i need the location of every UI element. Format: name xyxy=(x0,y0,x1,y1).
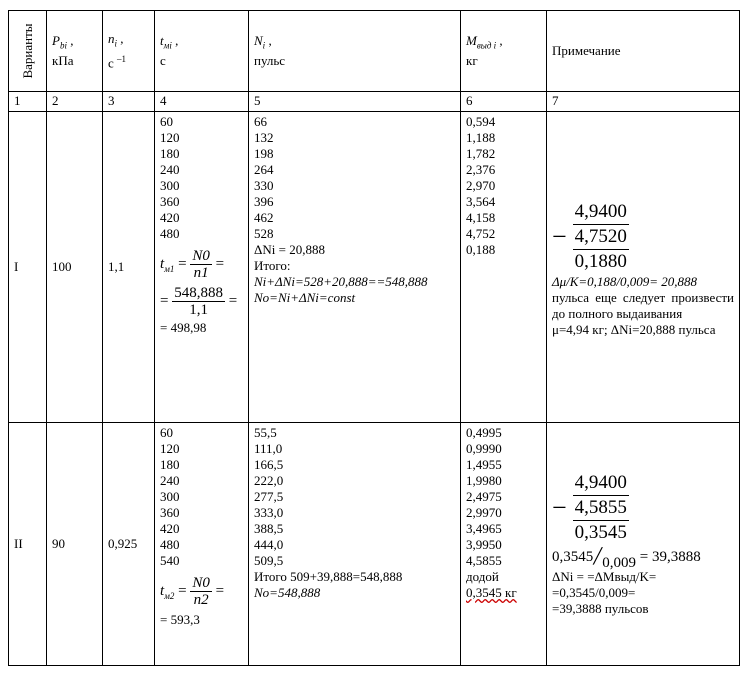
col-number: 2 xyxy=(47,92,103,112)
table-row xyxy=(9,423,740,666)
time-formula: $t_{м2}$ = $\frac{N0}{n2}$ = = 593,3 xyxy=(160,575,225,627)
milk-yield-cell xyxy=(461,423,547,666)
header-pulses: $N_i$ , пульс xyxy=(249,11,461,92)
col-number: 4 xyxy=(155,92,249,112)
pulses-cell xyxy=(249,112,461,423)
milk-yield-cell xyxy=(461,112,547,423)
header-time: $t_{мi}$ , с xyxy=(155,11,249,92)
col-number: 6 xyxy=(461,92,547,112)
variant-cell: II xyxy=(9,423,47,666)
time-list: 60 120 180 240 300 360 420 480 540 xyxy=(160,425,180,568)
header-frequency: $n_i$ , с $^{-1}$ xyxy=(103,11,155,92)
milk-yield-list: 0,4995 0,9990 1,4955 1,9980 2,4975 2,9970 3,4965 3,9950 4,5855 додой 0,3545 кг xyxy=(466,425,517,600)
col-number: 3 xyxy=(103,92,155,112)
note-cell: − 4,9400 4,7520 0,1880 Δμ/К=0,188/0,009= 20,888 пульса еще следует произвести до полного выдаивания μ=4,94 кг; ΔNi=20,888 пульса xyxy=(547,112,740,423)
variant-cell: I xyxy=(9,112,47,423)
col-number: 7 xyxy=(547,92,740,112)
col-number: 5 xyxy=(249,92,461,112)
subtraction: − 4,9400 4,7520 0,1880 xyxy=(552,201,627,272)
time-cell xyxy=(155,112,249,423)
time-cell xyxy=(155,423,249,666)
table-row xyxy=(9,112,740,423)
time-formula: $t_{м1}$ = $\frac{N0}{n1}$ = = $\frac{548,888}{1,1}$ = = 498,98 xyxy=(160,248,238,335)
subtraction: − 4,9400 4,5855 0,3545 xyxy=(552,472,627,543)
milk-yield-list: 0,594 1,188 1,782 2,376 2,970 3,564 4,158 4,752 0,188 xyxy=(466,114,496,257)
header-variants: Варианты xyxy=(9,11,47,92)
time-list: 60 120 180 240 300 360 420 480 xyxy=(160,114,180,241)
results-table xyxy=(8,10,740,666)
frequency-cell: 0,925 xyxy=(103,423,155,666)
header-row xyxy=(9,11,740,92)
header-pressure: $P_{bi}$ , кПа xyxy=(47,11,103,92)
pulses-cell xyxy=(249,423,461,666)
frequency-cell: 1,1 xyxy=(103,112,155,423)
pulses-list: 66 132 198 264 330 396 462 528 ΔNi = 20,888 Итого: Ni+ΔNi=528+20,888==548,888 No=Ni+ΔNi=const xyxy=(254,114,428,305)
pressure-cell: 90 xyxy=(47,423,103,666)
column-number-row xyxy=(9,92,740,112)
pressure-cell: 100 xyxy=(47,112,103,423)
col-number: 1 xyxy=(9,92,47,112)
note-cell: − 4,9400 4,5855 0,3545 0,3545╱0,009 = 39,3888 ΔNi = =ΔMвыд/K= =0,3545/0,009= =39,3888 пульсов xyxy=(547,423,740,666)
pulses-list: 55,5 111,0 166,5 222,0 277,5 333,0 388,5 444,0 509,5 Итого 509+39,888=548,888 No=548,888 xyxy=(254,425,403,600)
division: 0,3545╱0,009 = 39,3888 xyxy=(552,549,701,571)
header-note: Примечание xyxy=(547,11,740,92)
header-milk-yield: $M_{выд i}$ , кг xyxy=(461,11,547,92)
